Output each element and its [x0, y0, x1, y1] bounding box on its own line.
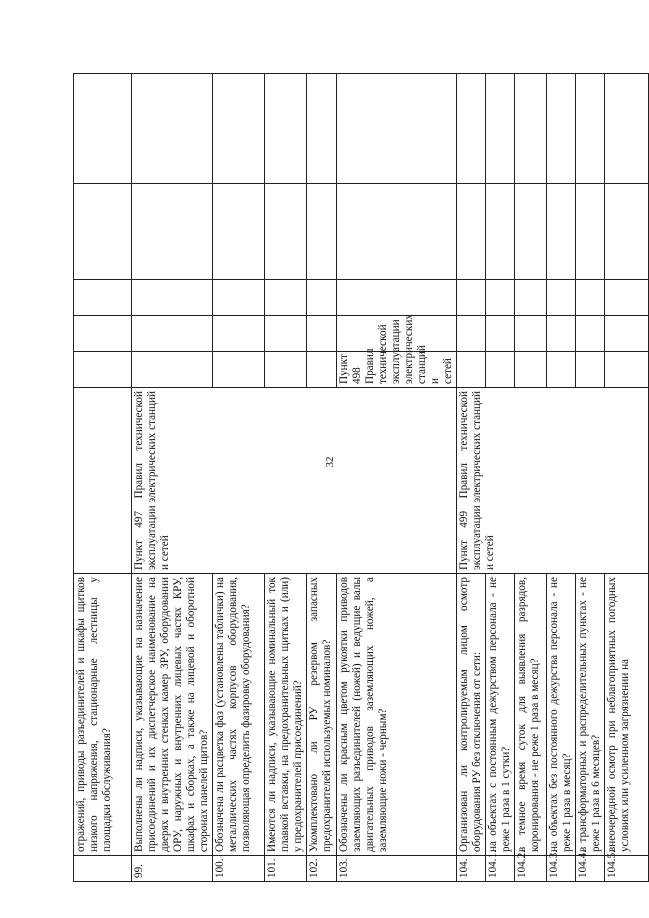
answer-na-cell — [336, 184, 456, 280]
notes-cell — [514, 184, 546, 280]
answer-yes-cell — [306, 352, 336, 388]
comment-cell — [604, 74, 648, 184]
answer-no-cell — [485, 316, 514, 352]
answer-yes-cell — [604, 352, 648, 388]
answer-na-cell — [74, 280, 132, 316]
answer-na-cell — [514, 280, 546, 316]
answer-yes-cell — [514, 352, 546, 388]
item-number: 104.3. — [546, 856, 575, 882]
answer-no-cell — [306, 316, 336, 352]
requirement-question: Обозначена ли расцветка фаз (установлены таблички) на металлических частях корпусов оборудования, позволяющая определить фазировку оборудования? — [212, 574, 264, 856]
notes-cell — [212, 184, 264, 280]
item-number: 99. — [132, 856, 213, 882]
requirement-question: в темное время суток для выявления разрядов, коронирования - не реже 1 раза в месяц? — [514, 574, 546, 856]
notes-cell — [456, 184, 485, 280]
answer-yes-cell — [264, 352, 306, 388]
answer-no-cell — [212, 316, 264, 352]
requirement-question: на объектах без постоянного дежурства персонала - не реже 1 раза в месяц? — [546, 574, 575, 856]
item-number: 104.4. — [575, 856, 604, 882]
comment-cell — [546, 74, 575, 184]
requirement-question: в трансформаторных и распределительных пунктах - не реже 1 раза в 6 месяцев? — [575, 574, 604, 856]
answer-na-cell — [132, 280, 213, 316]
item-number: 101. — [264, 856, 306, 882]
table-row — [456, 74, 485, 882]
answer-no-cell — [604, 316, 648, 352]
regulation-reference: Пункт 499 Правил технической эксплуатации электрических станций и сетей — [456, 388, 648, 574]
answer-yes-cell — [132, 352, 213, 388]
answer-na-cell — [604, 280, 648, 316]
checklist-table — [73, 73, 649, 882]
item-number: 100. — [212, 856, 264, 882]
comment-cell — [264, 74, 306, 184]
requirement-question: на объектах с постоянным дежурством персонала - не реже 1 раза в 1 сутки? — [485, 574, 514, 856]
requirement-question: Укомплектовано ли РУ резервом запасных предохранителей используемых номиналов? — [306, 574, 336, 856]
comment-cell — [514, 74, 546, 184]
answer-yes-cell — [74, 352, 132, 388]
comment-cell — [306, 74, 336, 184]
answer-na-cell — [306, 280, 336, 316]
answer-na-cell — [212, 280, 264, 316]
requirement-question: Организован ли контролируемым лицом осмотр оборудования РУ без отключения от сети: — [456, 574, 485, 856]
answer-na-cell — [456, 280, 485, 316]
page-number: 32 — [324, 456, 336, 468]
comment-cell — [485, 74, 514, 184]
comment-cell — [212, 74, 264, 184]
checklist-table-rotated — [73, 74, 631, 882]
answer-na-cell — [575, 280, 604, 316]
requirement-question: Выполнены ли надписи, указывающие на назначение присоединений и их диспетчерское наименование на дверях и внутренних стенках камер ЗРУ, оборудовании ОРУ, наружных и внутренних лицевых частях КРУ, шкафах и сборках, а также на лицевой и оборотной сторонах панелей щитов? — [132, 574, 213, 856]
table-row — [132, 74, 213, 882]
answer-no-cell — [74, 316, 132, 352]
answer-yes-cell — [212, 352, 264, 388]
requirement-question: Имеются ли надписи, указывающие номинальный ток плавкой вставки, на предохранительных щитках и (или) у предохранителей присоединений? — [264, 574, 306, 856]
notes-cell — [336, 74, 456, 184]
requirement-question: внеочередной осмотр при неблагоприятных погодных условиях или усиленном загрязнении на — [604, 574, 648, 856]
notes-cell — [485, 184, 514, 280]
answer-no-cell — [514, 316, 546, 352]
answer-no-cell — [575, 316, 604, 352]
regulation-reference: Пункт 498 Правил технической эксплуатации электрических станций и сетей — [336, 352, 456, 388]
answer-no-cell — [264, 316, 306, 352]
notes-cell — [604, 184, 648, 280]
answer-na-cell — [485, 280, 514, 316]
notes-cell — [132, 184, 213, 280]
notes-cell — [546, 184, 575, 280]
notes-cell — [306, 184, 336, 280]
item-number: 104.2. — [514, 856, 546, 882]
item-number: 103. — [336, 856, 456, 882]
item-number: 104. — [456, 856, 485, 882]
answer-yes-cell — [546, 352, 575, 388]
comment-cell — [74, 74, 132, 184]
answer-yes-cell — [575, 352, 604, 388]
notes-cell — [74, 184, 132, 280]
notes-cell — [575, 184, 604, 280]
regulation-reference — [74, 388, 132, 574]
item-number: 104.5. — [604, 856, 648, 882]
requirement-question: отражений, приводы разъединителей и шкафы щитков низкого напряжения, стационарные лестницы у площадки обслуживания? — [74, 574, 132, 856]
comment-cell — [575, 74, 604, 184]
regulation-reference: Пункт 497 Правил технической эксплуатации электрических станций и сетей — [132, 388, 457, 574]
answer-yes-cell — [485, 352, 514, 388]
item-number: 104.1. — [485, 856, 514, 882]
answer-na-cell — [546, 280, 575, 316]
comment-cell — [456, 74, 485, 184]
answer-no-cell — [546, 316, 575, 352]
item-number: 102. — [306, 856, 336, 882]
checklist-table-body — [74, 74, 649, 882]
requirement-question: Обозначены ли красным цветом рукоятки приводов заземляющих разъединителей (ножей) и ведущие валы двигательных приводов заземляющих ножей, а заземляющие ножи - черным? — [336, 574, 456, 856]
notes-cell — [264, 184, 306, 280]
answer-no-cell — [336, 280, 456, 316]
answer-no-cell — [132, 316, 213, 352]
answer-yes-cell — [456, 352, 485, 388]
answer-no-cell — [456, 316, 485, 352]
comment-cell — [132, 74, 213, 184]
answer-na-cell — [264, 280, 306, 316]
table-row — [74, 74, 132, 882]
item-number — [74, 856, 132, 882]
